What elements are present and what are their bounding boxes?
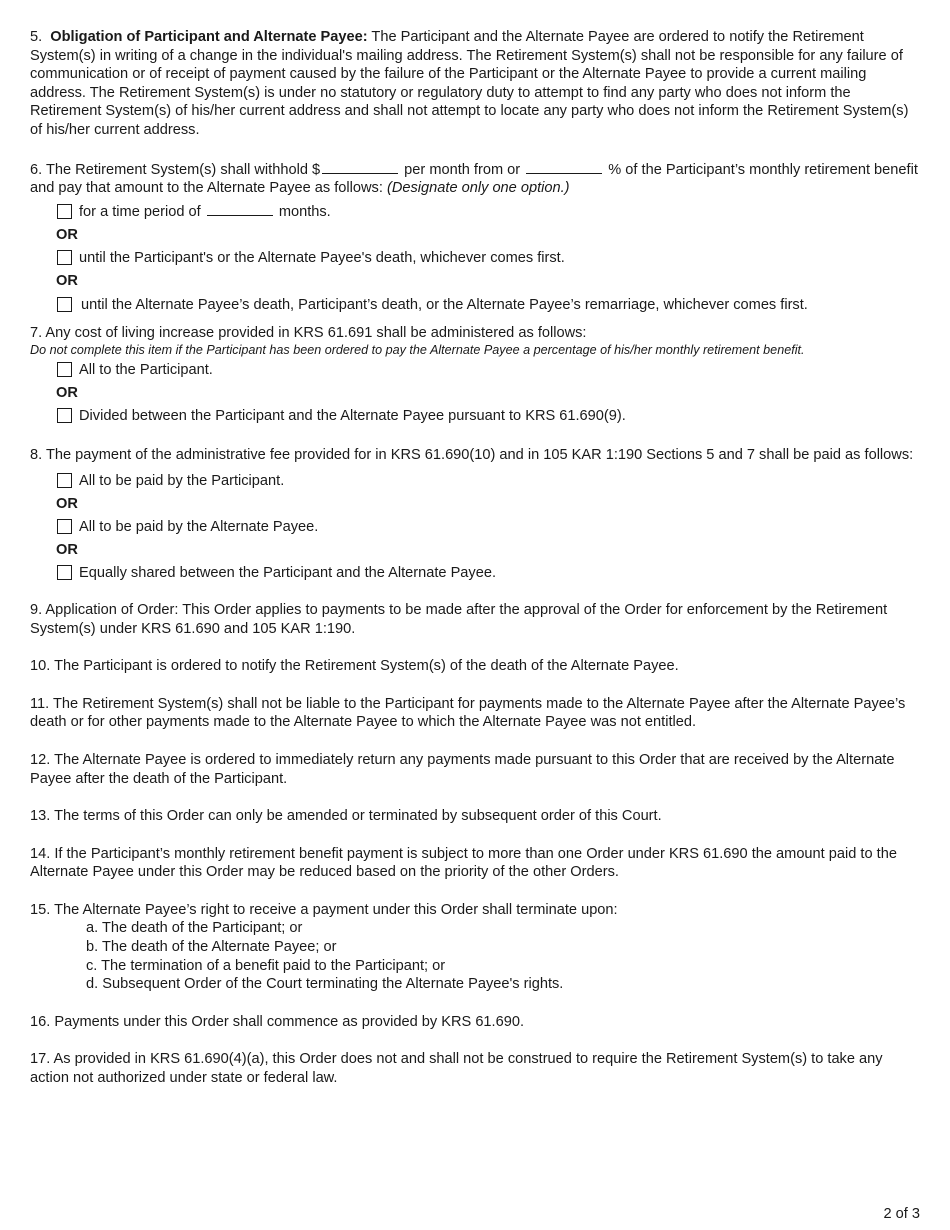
cola-divided-checkbox[interactable] <box>57 408 72 423</box>
section-6-text-3: % of the Participant’s monthly retirement benefit and pay that amount to the Alternate Payee as follows: <box>30 161 918 197</box>
or-label: OR <box>56 272 78 289</box>
withhold-percent-field[interactable] <box>526 159 602 174</box>
section-5-heading: Obligation of Participant and Alternate Payee: <box>50 29 368 45</box>
or-label: OR <box>56 541 78 558</box>
section-10: 10. The Participant is ordered to notify the Retirement System(s) of the death of the Alternate Payee. <box>30 658 679 675</box>
section-12: 12. The Alternate Payee is ordered to immediately return any payments made pursuant to this Order that are received by the Alternate Payee after the death of the Participant. <box>30 751 895 787</box>
until-death-checkbox[interactable] <box>57 250 72 265</box>
until-remarriage-label: until the Alternate Payee’s death, Participant’s death, or the Alternate Payee’s remarriage, whichever comes first. <box>81 296 808 313</box>
section-11: 11. The Retirement System(s) shall not be liable to the Participant for payments made to the Alternate Payee after the Alternate Payee’s death or for other payments made to the Alternate Payee to which the Alternate Payee was not entitled. <box>30 695 906 731</box>
section-13: 13. The terms of this Order can only be amended or terminated by subsequent order of this Court. <box>30 808 662 825</box>
option-fee-alternate-payee <box>30 515 918 539</box>
cola-participant-checkbox[interactable] <box>57 362 72 377</box>
fee-shared-checkbox[interactable] <box>57 565 72 580</box>
section-7: 7. Any cost of living increase provided in KRS 61.691 shall be administered as follows: <box>30 324 587 341</box>
section-5-number: 5. <box>30 29 43 45</box>
fee-participant-checkbox[interactable] <box>57 473 72 488</box>
option-until-remarriage <box>30 292 918 318</box>
option-time-period <box>30 200 918 224</box>
section-6-text-2: per month from or <box>404 161 521 178</box>
section-6 <box>30 159 918 198</box>
fee-participant-label: All to be paid by the Participant. <box>79 472 285 489</box>
option-fee-participant <box>30 469 918 493</box>
or-label: OR <box>56 226 78 243</box>
option-fee-shared <box>30 561 918 585</box>
section-15: 15. The Alternate Payee’s right to receive a payment under this Order shall terminate upon: <box>30 901 618 918</box>
section-8: 8. The payment of the administrative fee provided for in KRS 61.690(10) and in 105 KAR 1:190 Sections 5 and 7 shall be paid as follows: <box>30 447 914 464</box>
option-cola-participant <box>30 358 918 382</box>
section-7-note: Do not complete this item if the Participant has been ordered to pay the Alternate Payee a percentage of his/her monthly retirement benefit. <box>30 343 805 358</box>
until-death-label: until the Participant's or the Alternate Payee's death, whichever comes first. <box>79 249 565 266</box>
or-label: OR <box>56 495 78 512</box>
cola-divided-label: Divided between the Participant and the Alternate Payee pursuant to KRS 61.690(9). <box>79 408 626 425</box>
months-field[interactable] <box>207 201 273 216</box>
termination-list <box>30 919 918 993</box>
section-16: 16. Payments under this Order shall commence as provided by KRS 61.690. <box>30 1013 525 1030</box>
list-item: a. The death of the Participant; or <box>86 920 303 937</box>
fee-alternate-payee-label: All to be paid by the Alternate Payee. <box>79 518 319 535</box>
section-14: 14. If the Participant’s monthly retirement benefit payment is subject to more than one Order under KRS 61.690 the amount paid to the Alternate Payee under this Order may be reduced based on the priority of the other Orders. <box>30 845 897 881</box>
designate-note: (Designate only one option.) <box>386 180 570 197</box>
withhold-amount-field[interactable] <box>322 159 398 174</box>
page-number: 2 of 3 <box>883 1206 920 1222</box>
option-until-death <box>30 246 918 270</box>
option-cola-divided <box>30 404 918 428</box>
section-17: 17. As provided in KRS 61.690(4)(a), this Order does not and shall not be construed to require the Retirement System(s) to take any action not authorized under state or federal law. <box>30 1051 883 1087</box>
section-6-text-1: 6. The Retirement System(s) shall withhold $ <box>30 161 321 178</box>
section-9: 9. Application of Order: This Order applies to payments to be made after the approval of the Order for enforcement by the Retirement System(s) under KRS 61.690 and 105 KAR 1:190. <box>30 601 888 637</box>
section-5-text: The Participant and the Alternate Payee are ordered to notify the Retirement System(s) in writing of a change in the individual's mailing address. The Retirement System(s) shall not be responsible for any failure of communication or of receipt of payment caused by the failure of the Participant or the Alternate Payee to provide a current mailing address. The Retirement System(s) is under no statutory or regulatory duty to attempt to find any party who does not inform the Retirement System(s) of his/her current address and shall not attempt to locate any party who does not inform the Retirement System(s) of his/her current address. <box>30 29 909 138</box>
until-remarriage-checkbox[interactable] <box>57 297 72 312</box>
fee-shared-label: Equally shared between the Participant and the Alternate Payee. <box>79 564 497 581</box>
list-item: d. Subsequent Order of the Court terminating the Alternate Payee's rights. <box>86 976 564 993</box>
section-5 <box>30 28 918 140</box>
list-item: b. The death of the Alternate Payee; or <box>86 939 337 956</box>
time-period-checkbox[interactable] <box>57 204 72 219</box>
or-label: OR <box>56 385 78 402</box>
cola-participant-label: All to the Participant. <box>79 362 213 379</box>
time-period-label: for a time period of <box>79 203 201 220</box>
fee-alternate-payee-checkbox[interactable] <box>57 519 72 534</box>
list-item: c. The termination of a benefit paid to the Participant; or <box>86 957 446 974</box>
months-label: months. <box>278 203 331 220</box>
document-page <box>30 28 918 1088</box>
